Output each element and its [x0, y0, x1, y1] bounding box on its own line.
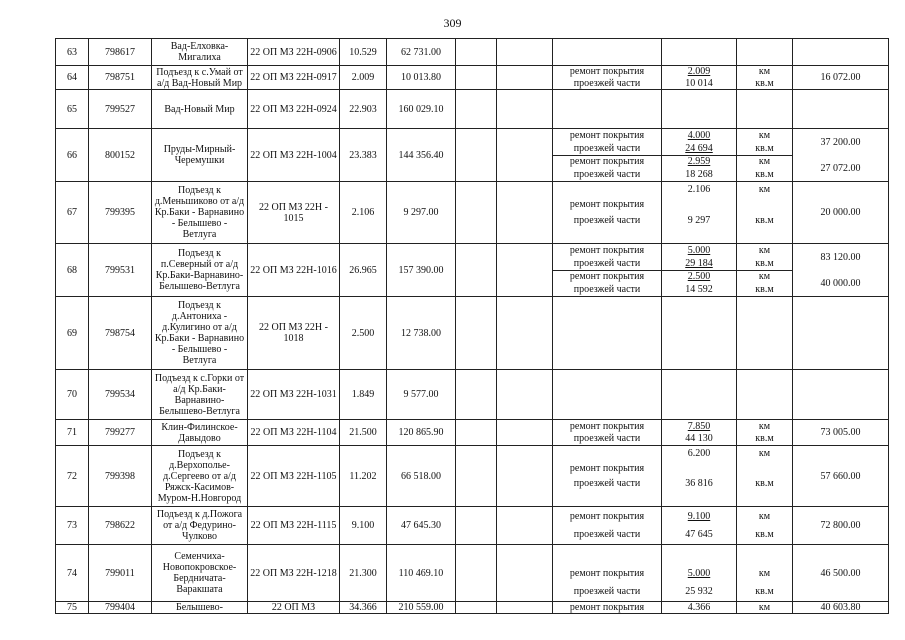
- work-type-cell-line: ремонт покрытия: [569, 567, 645, 579]
- empty-cell: [456, 507, 497, 545]
- work-type-cell-line: проезжей части: [573, 284, 641, 296]
- road-code-cell: 799534: [89, 370, 152, 420]
- unit-cell-line: км: [758, 448, 771, 459]
- work-type-cell: [553, 182, 662, 244]
- quantity-cell-line: 14 592: [685, 284, 713, 296]
- empty-cell: [456, 66, 497, 90]
- road-name-cell: Подъезд к с.Горки от а/д Кр.Баки-Варнавино-Белышево-Ветлуга: [152, 370, 248, 420]
- work-type-cell-line: проезжей части: [573, 586, 641, 598]
- empty-cell: [497, 370, 553, 420]
- empty-cell: [497, 90, 553, 129]
- work-type-cell-line: ремонт покрытия: [553, 155, 661, 169]
- quantity-cell: [662, 182, 737, 244]
- work-type-cell: [553, 297, 662, 370]
- road-id-cell: 22 ОП МЗ 22Н-1104: [248, 420, 340, 446]
- work-type-cell-line: ремонт покрытия: [569, 602, 645, 613]
- unit-cell: [737, 545, 793, 602]
- table-row: [56, 507, 889, 545]
- unit-cell-line: кв.м: [755, 142, 774, 154]
- work-type-cell-line: [553, 545, 661, 564]
- unit-cell-line: [737, 545, 792, 564]
- road-name-cell: Вад-Елховка-Мигалиха: [152, 39, 248, 66]
- quantity-cell-line: 6.200: [687, 448, 711, 459]
- unit-cell-line: км: [758, 567, 771, 579]
- cost-cell: 9 577.00: [387, 370, 456, 420]
- row-number-cell: 72: [56, 446, 89, 507]
- row-number-cell: 74: [56, 545, 89, 602]
- table-row: [56, 66, 889, 90]
- road-name-cell: Вад-Новый Мир: [152, 90, 248, 129]
- quantity-cell-line: 5.000: [687, 244, 711, 256]
- table-row: [56, 39, 889, 66]
- road-code-cell: 798617: [89, 39, 152, 66]
- length-cell: 1.849: [340, 370, 387, 420]
- sum-cell: [793, 129, 889, 182]
- work-type-cell: [553, 66, 662, 90]
- road-code-cell: 798622: [89, 507, 152, 545]
- work-type-cell-line: ремонт покрытия: [569, 420, 645, 432]
- work-type-cell-line: проезжей части: [573, 169, 641, 181]
- quantity-cell-line: 10 014: [685, 77, 713, 89]
- work-type-cell-line: проезжей части: [573, 529, 641, 541]
- quantity-cell-line: 36 816: [685, 478, 713, 489]
- unit-cell-line: кв.м: [755, 478, 774, 489]
- road-id-cell: 22 ОП МЗ 22Н-1115: [248, 507, 340, 545]
- sum-cell: [793, 39, 889, 66]
- row-number-cell: 73: [56, 507, 89, 545]
- page-number: 309: [443, 16, 462, 30]
- row-number-cell: 69: [56, 297, 89, 370]
- sum-cell-line: 37 200.00: [820, 136, 861, 148]
- length-cell: 26.965: [340, 244, 387, 297]
- sum-cell: [793, 182, 889, 244]
- road-name-cell: Белышево-: [152, 602, 248, 614]
- sum-cell: [793, 420, 889, 446]
- work-type-cell: [553, 446, 662, 507]
- empty-cell: [497, 507, 553, 545]
- empty-cell: [497, 244, 553, 297]
- table-row: [56, 545, 889, 602]
- work-type-cell-line: ремонт покрытия: [569, 66, 645, 78]
- length-cell: 2.009: [340, 66, 387, 90]
- empty-cell: [497, 297, 553, 370]
- length-cell: 23.383: [340, 129, 387, 182]
- road-id-cell: 22 ОП МЗ 22Н-1105: [248, 446, 340, 507]
- empty-cell: [456, 244, 497, 297]
- length-cell: 34.366: [340, 602, 387, 614]
- road-name-cell: Подъезд к д.Верхополье-д.Сергеево от а/д Ряжск-Касимов-Муром-Н.Новгород: [152, 446, 248, 507]
- unit-cell: [737, 182, 793, 244]
- sum-cell-line: 40 000.00: [820, 277, 861, 289]
- cost-cell: 110 469.10: [387, 545, 456, 602]
- road-code-cell: 799404: [89, 602, 152, 614]
- cost-cell: 160 029.10: [387, 90, 456, 129]
- quantity-cell: [662, 602, 737, 614]
- work-type-cell: [553, 602, 662, 614]
- unit-cell: [737, 244, 793, 297]
- unit-cell-line: км: [737, 270, 792, 284]
- road-code-cell: 799398: [89, 446, 152, 507]
- empty-cell: [497, 66, 553, 90]
- work-type-cell-line: [553, 491, 661, 506]
- road-id-cell: 22 ОП МЗ 22Н-1004: [248, 129, 340, 182]
- unit-cell-line: кв.м: [755, 529, 774, 541]
- quantity-cell-line: [662, 545, 736, 564]
- road-id-cell: 22 ОП МЗ 22Н - 1018: [248, 297, 340, 370]
- quantity-cell-line: [662, 228, 736, 243]
- length-cell: 11.202: [340, 446, 387, 507]
- quantity-cell-line: 9 297: [687, 214, 711, 226]
- sum-cell: [793, 297, 889, 370]
- road-id-cell: 22 ОП МЗ 22Н-1031: [248, 370, 340, 420]
- cost-cell: 157 390.00: [387, 244, 456, 297]
- quantity-cell: [662, 370, 737, 420]
- road-code-cell: 800152: [89, 129, 152, 182]
- road-code-cell: 798751: [89, 66, 152, 90]
- work-type-cell: [553, 420, 662, 446]
- unit-cell: [737, 39, 793, 66]
- sum-cell: [793, 446, 889, 507]
- table-row: [56, 370, 889, 420]
- empty-cell: [497, 545, 553, 602]
- empty-cell: [456, 370, 497, 420]
- unit-cell-line: [737, 461, 792, 476]
- quantity-cell-line: 7.850: [687, 420, 711, 432]
- road-id-cell: 22 ОП МЗ 22Н-1016: [248, 244, 340, 297]
- quantity-cell-line: 9.100: [687, 510, 711, 522]
- length-cell: 2.106: [340, 182, 387, 244]
- road-code-cell: 799395: [89, 182, 152, 244]
- quantity-cell-line: 2.959: [662, 155, 736, 169]
- road-code-cell: 799277: [89, 420, 152, 446]
- empty-cell: [497, 420, 553, 446]
- empty-cell: [456, 90, 497, 129]
- quantity-cell-line: 4.000: [687, 129, 711, 141]
- table-row: [56, 90, 889, 129]
- work-type-cell-line: проезжей части: [573, 478, 641, 489]
- quantity-cell-line: [662, 491, 736, 506]
- sum-cell-line: 16 072.00: [820, 72, 861, 83]
- cost-cell: 10 013.80: [387, 66, 456, 90]
- empty-cell: [456, 602, 497, 614]
- work-type-cell-line: [553, 228, 661, 243]
- road-id-cell: 22 ОП МЗ 22Н-0906: [248, 39, 340, 66]
- row-number-cell: 64: [56, 66, 89, 90]
- unit-cell: [737, 129, 793, 182]
- quantity-cell-line: 44 130: [685, 433, 713, 445]
- quantity-cell: [662, 507, 737, 545]
- quantity-cell-line: 5.000: [687, 567, 711, 579]
- cost-cell: 66 518.00: [387, 446, 456, 507]
- unit-cell: [737, 370, 793, 420]
- row-number-cell: 63: [56, 39, 89, 66]
- quantity-cell-line: 2.500: [662, 270, 736, 284]
- table-row: [56, 182, 889, 244]
- work-type-cell: [553, 545, 662, 602]
- length-cell: 22.903: [340, 90, 387, 129]
- work-type-cell-line: ремонт покрытия: [569, 199, 645, 211]
- table-row: [56, 129, 889, 182]
- unit-cell-line: км: [758, 66, 771, 78]
- work-type-cell-line: проезжей части: [573, 433, 641, 445]
- cost-cell: 9 297.00: [387, 182, 456, 244]
- road-name-cell: Подъезд к д.Антониха - д.Кулигино от а/д Кр.Баки - Варнавино - Белышево - Ветлуга: [152, 297, 248, 370]
- work-type-cell-line: [553, 182, 661, 197]
- sum-cell: [793, 90, 889, 129]
- road-id-cell: 22 ОП МЗ: [248, 602, 340, 614]
- sum-cell-line: 57 660.00: [820, 470, 861, 482]
- sum-cell-line: 83 120.00: [820, 251, 861, 263]
- quantity-cell-line: 18 268: [685, 169, 713, 181]
- work-type-cell-line: ремонт покрытия: [569, 463, 645, 474]
- road-code-cell: 799011: [89, 545, 152, 602]
- quantity-cell-line: 4.366: [687, 602, 711, 613]
- quantity-cell: [662, 39, 737, 66]
- length-cell: 21.300: [340, 545, 387, 602]
- unit-cell-line: км: [758, 184, 771, 196]
- sum-cell: [793, 370, 889, 420]
- road-code-cell: 799527: [89, 90, 152, 129]
- work-type-cell-line: ремонт покрытия: [569, 510, 645, 522]
- sum-cell-line: 27 072.00: [820, 162, 861, 174]
- unit-cell-line: км: [758, 602, 771, 613]
- sum-cell: [793, 507, 889, 545]
- road-code-cell: 799531: [89, 244, 152, 297]
- unit-cell-line: км: [758, 420, 771, 432]
- unit-cell-line: км: [758, 129, 771, 141]
- table-row: [56, 244, 889, 297]
- sum-cell: [793, 244, 889, 297]
- quantity-cell: [662, 420, 737, 446]
- work-type-cell-line: ремонт покрытия: [569, 244, 645, 256]
- quantity-cell: [662, 66, 737, 90]
- road-name-cell: Подъезд к с.Умай от а/д Вад-Новый Мир: [152, 66, 248, 90]
- quantity-cell-line: 47 645: [685, 529, 713, 541]
- road-name-cell: Подъезд к п.Северный от а/д Кр.Баки-Варнавино-Белышево-Ветлуга: [152, 244, 248, 297]
- quantity-cell-line: 24 694: [685, 142, 713, 154]
- quantity-cell: [662, 446, 737, 507]
- empty-cell: [456, 39, 497, 66]
- length-cell: 9.100: [340, 507, 387, 545]
- quantity-cell: [662, 545, 737, 602]
- sum-cell-line: 40 603.80: [820, 602, 861, 613]
- sum-cell-line: 73 005.00: [820, 427, 861, 438]
- unit-cell: [737, 66, 793, 90]
- road-code-cell: 798754: [89, 297, 152, 370]
- quantity-cell: [662, 244, 737, 297]
- unit-cell-line: кв.м: [755, 169, 774, 181]
- table-row: [56, 297, 889, 370]
- table-row: [56, 446, 889, 507]
- empty-cell: [497, 129, 553, 182]
- unit-cell-line: [737, 228, 792, 243]
- unit-cell-line: кв.м: [755, 433, 774, 445]
- work-type-cell-line: [553, 446, 661, 461]
- sum-cell-line: 46 500.00: [820, 567, 861, 579]
- quantity-cell-line: 29 184: [685, 257, 713, 269]
- work-type-cell: [553, 129, 662, 182]
- road-name-cell: Подъезд к д.Пожога от а/д Федурино-Чулково: [152, 507, 248, 545]
- cost-cell: 47 645.30: [387, 507, 456, 545]
- unit-cell-line: [737, 491, 792, 506]
- road-name-cell: Пруды-Мирный-Черемушки: [152, 129, 248, 182]
- empty-cell: [456, 420, 497, 446]
- cost-cell: 12 738.00: [387, 297, 456, 370]
- work-type-cell: [553, 39, 662, 66]
- road-name-cell: Подъезд к д.Меньшиково от а/д Кр.Баки - Варнавино - Белышево - Ветлуга: [152, 182, 248, 244]
- row-number-cell: 67: [56, 182, 89, 244]
- work-type-cell-line: проезжей части: [573, 142, 641, 154]
- unit-cell-line: кв.м: [755, 77, 774, 89]
- quantity-cell-line: 2.009: [687, 66, 711, 78]
- unit-cell-line: км: [758, 244, 771, 256]
- quantity-cell-line: 2.106: [687, 184, 711, 196]
- empty-cell: [497, 182, 553, 244]
- sum-cell: [793, 602, 889, 614]
- quantity-cell-line: 25 932: [685, 586, 713, 598]
- work-type-cell: [553, 90, 662, 129]
- row-number-cell: 65: [56, 90, 89, 129]
- work-type-cell-line: проезжей части: [573, 257, 641, 269]
- quantity-cell-line: [662, 461, 736, 476]
- quantity-cell-line: [662, 197, 736, 212]
- work-type-cell-line: проезжей части: [573, 214, 641, 226]
- empty-cell: [497, 39, 553, 66]
- unit-cell: [737, 446, 793, 507]
- row-number-cell: 75: [56, 602, 89, 614]
- quantity-cell: [662, 90, 737, 129]
- sum-cell: [793, 66, 889, 90]
- work-type-cell: [553, 244, 662, 297]
- empty-cell: [497, 602, 553, 614]
- cost-cell: 144 356.40: [387, 129, 456, 182]
- road-name-cell: Клин-Филинское-Давыдово: [152, 420, 248, 446]
- quantity-cell: [662, 129, 737, 182]
- sum-cell-line: 72 800.00: [820, 520, 861, 531]
- quantity-cell: [662, 297, 737, 370]
- sum-cell-line: 20 000.00: [820, 207, 861, 218]
- road-name-cell: Семенчиха-Новопокровское-Бердничата-Варакшата: [152, 545, 248, 602]
- unit-cell-line: кв.м: [755, 214, 774, 226]
- unit-cell: [737, 297, 793, 370]
- road-id-cell: 22 ОП МЗ 22Н-0917: [248, 66, 340, 90]
- unit-cell-line: кв.м: [755, 284, 774, 296]
- row-number-cell: 68: [56, 244, 89, 297]
- empty-cell: [456, 545, 497, 602]
- table-row: [56, 420, 889, 446]
- length-cell: 2.500: [340, 297, 387, 370]
- work-type-cell: [553, 370, 662, 420]
- empty-cell: [456, 129, 497, 182]
- road-repair-table: [55, 38, 889, 614]
- road-id-cell: 22 ОП МЗ 22Н-1218: [248, 545, 340, 602]
- empty-cell: [456, 297, 497, 370]
- unit-cell: [737, 602, 793, 614]
- row-number-cell: 71: [56, 420, 89, 446]
- empty-cell: [456, 182, 497, 244]
- sum-cell: [793, 545, 889, 602]
- unit-cell-line: км: [737, 155, 792, 169]
- unit-cell: [737, 507, 793, 545]
- cost-cell: 62 731.00: [387, 39, 456, 66]
- unit-cell: [737, 90, 793, 129]
- table-row: [56, 602, 889, 614]
- work-type-cell-line: проезжей части: [573, 77, 641, 89]
- cost-cell: 120 865.90: [387, 420, 456, 446]
- unit-cell-line: км: [758, 510, 771, 522]
- road-id-cell: 22 ОП МЗ 22Н-0924: [248, 90, 340, 129]
- road-id-cell: 22 ОП МЗ 22Н - 1015: [248, 182, 340, 244]
- work-type-cell-line: ремонт покрытия: [569, 129, 645, 141]
- empty-cell: [456, 446, 497, 507]
- length-cell: 10.529: [340, 39, 387, 66]
- row-number-cell: 66: [56, 129, 89, 182]
- unit-cell-line: [737, 197, 792, 212]
- work-type-cell: [553, 507, 662, 545]
- cost-cell: 210 559.00: [387, 602, 456, 614]
- work-type-cell-line: ремонт покрытия: [553, 270, 661, 284]
- unit-cell-line: кв.м: [755, 586, 774, 598]
- empty-cell: [497, 446, 553, 507]
- unit-cell-line: кв.м: [755, 257, 774, 269]
- unit-cell: [737, 420, 793, 446]
- row-number-cell: 70: [56, 370, 89, 420]
- length-cell: 21.500: [340, 420, 387, 446]
